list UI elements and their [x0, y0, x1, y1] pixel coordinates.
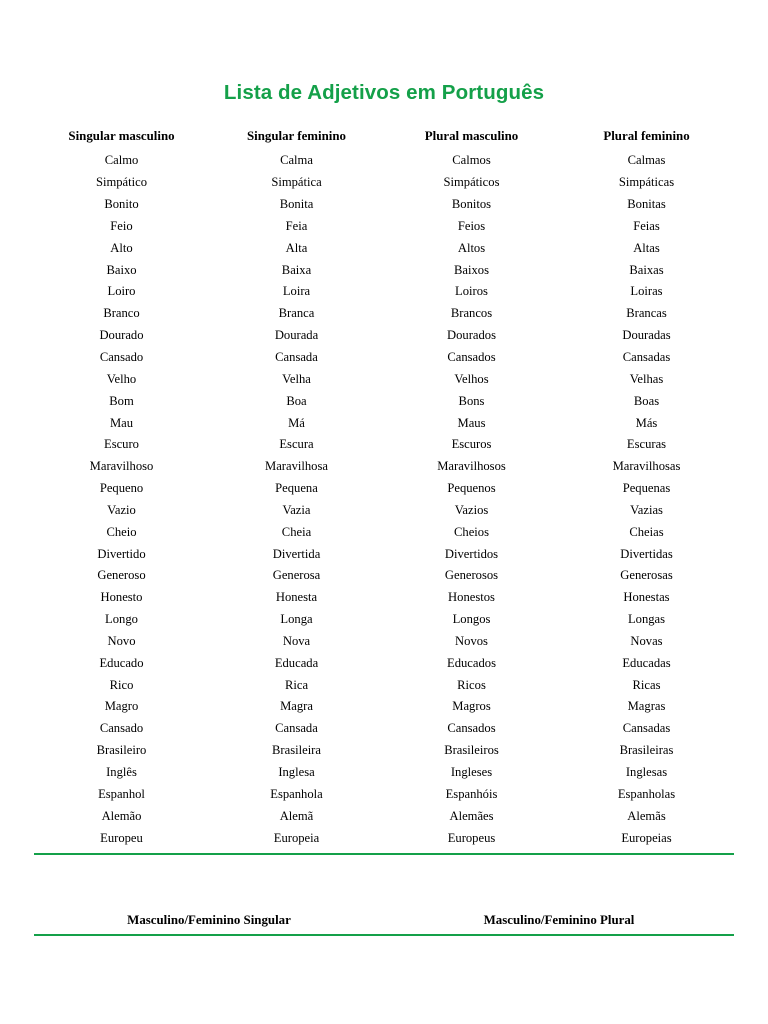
cell-singular-masculino: Rico	[109, 677, 134, 692]
cell-plural-masculino: Divertidos	[444, 546, 499, 561]
footer-header-plural: Masculino/Feminino Plural	[483, 913, 635, 928]
cell-singular-masculino: Novo	[107, 633, 136, 648]
cell-singular-feminino: Maravilhosa	[265, 459, 328, 474]
cell-singular-feminino: Escura	[279, 437, 314, 452]
cell-singular-feminino: Cansada	[275, 349, 318, 364]
table-body	[34, 150, 734, 849]
table-row	[34, 806, 734, 828]
column-header-singular-feminino: Singular feminino	[247, 128, 346, 143]
cell-plural-feminino: Generosas	[620, 568, 673, 583]
cell-plural-feminino: Calmas	[627, 153, 666, 168]
table-row	[34, 631, 734, 653]
table-row	[34, 565, 734, 587]
table-row	[34, 303, 734, 325]
cell-singular-feminino: Baixa	[281, 262, 312, 277]
column-header-singular-masculino: Singular masculino	[68, 128, 175, 143]
table-row	[34, 150, 734, 172]
cell-plural-feminino: Baixas	[629, 262, 664, 277]
cell-singular-feminino: Alemã	[279, 808, 314, 823]
table-row	[34, 828, 734, 850]
cell-singular-feminino: Inglesa	[278, 765, 315, 780]
cell-singular-masculino: Simpático	[95, 175, 148, 190]
cell-plural-feminino: Europeias	[621, 830, 672, 845]
cell-singular-masculino: Bom	[109, 393, 134, 408]
table-row	[34, 194, 734, 216]
page-title: Lista de Adjetivos em Português	[223, 81, 545, 104]
cell-plural-masculino: Cansados	[447, 721, 496, 736]
table-row	[34, 653, 734, 675]
cell-plural-masculino: Altos	[457, 240, 486, 255]
cell-singular-feminino: Brasileira	[272, 743, 321, 758]
cell-plural-feminino: Loiras	[630, 284, 663, 299]
cell-singular-feminino: Feia	[285, 218, 308, 233]
divider-bottom	[34, 934, 734, 936]
cell-plural-masculino: Maravilhosos	[437, 459, 506, 474]
cell-plural-masculino: Cansados	[447, 349, 496, 364]
cell-singular-feminino: Pequena	[275, 481, 318, 496]
adjectives-table	[34, 126, 734, 850]
cell-plural-feminino: Boas	[633, 393, 660, 408]
column-header-plural-feminino: Plural feminino	[603, 128, 690, 143]
cell-plural-feminino: Magras	[627, 699, 666, 714]
table-row	[34, 413, 734, 435]
cell-plural-masculino: Maus	[457, 415, 486, 430]
cell-plural-feminino: Longas	[627, 612, 666, 627]
table-row	[34, 260, 734, 282]
footer-section	[34, 913, 734, 935]
cell-plural-feminino: Brancas	[626, 306, 667, 321]
cell-plural-masculino: Alemães	[449, 808, 494, 823]
cell-singular-masculino: Loiro	[107, 284, 136, 299]
cell-singular-masculino: Brasileiro	[96, 743, 147, 758]
cell-plural-feminino: Novas	[630, 633, 663, 648]
cell-singular-feminino: Bonita	[279, 197, 314, 212]
cell-singular-masculino: Branco	[103, 306, 140, 321]
cell-singular-feminino: Cansada	[275, 721, 318, 736]
cell-plural-feminino: Cansadas	[622, 349, 671, 364]
footer-header-singular: Masculino/Feminino Singular	[127, 913, 291, 928]
cell-plural-masculino: Generosos	[444, 568, 499, 583]
table-row	[34, 325, 734, 347]
cell-plural-feminino: Ricas	[632, 677, 661, 692]
cell-singular-feminino: Europeia	[273, 830, 320, 845]
table-row	[34, 544, 734, 566]
cell-plural-masculino: Europeus	[447, 830, 496, 845]
cell-plural-feminino: Escuras	[626, 437, 667, 452]
cell-singular-feminino: Rica	[284, 677, 309, 692]
cell-singular-masculino: Baixo	[106, 262, 137, 277]
cell-singular-masculino: Dourado	[99, 328, 144, 343]
cell-plural-masculino: Educados	[447, 655, 496, 670]
table-row	[34, 522, 734, 544]
cell-singular-masculino: Espanhol	[98, 786, 145, 801]
cell-plural-feminino: Brasileiras	[619, 743, 674, 758]
cell-singular-masculino: Cansado	[99, 721, 144, 736]
cell-plural-masculino: Pequenos	[447, 481, 496, 496]
cell-plural-feminino: Cheias	[629, 524, 664, 539]
cell-singular-feminino: Vazia	[282, 502, 311, 517]
cell-singular-feminino: Velha	[282, 371, 311, 386]
cell-singular-feminino: Dourada	[274, 328, 319, 343]
cell-plural-feminino: Maravilhosas	[612, 459, 681, 474]
cell-singular-masculino: Vazio	[107, 502, 136, 517]
table-row	[34, 784, 734, 806]
table-row	[34, 609, 734, 631]
table-header-row	[34, 126, 734, 151]
cell-singular-masculino: Alto	[110, 240, 133, 255]
cell-plural-masculino: Cheios	[454, 524, 489, 539]
cell-plural-masculino: Escuros	[451, 437, 492, 452]
cell-singular-feminino: Longa	[280, 612, 313, 627]
table-row	[34, 172, 734, 194]
table-row	[34, 281, 734, 303]
table-header	[34, 126, 734, 151]
cell-plural-feminino: Douradas	[622, 328, 671, 343]
cell-singular-masculino: Generoso	[97, 568, 146, 583]
cell-plural-masculino: Magros	[452, 699, 491, 714]
cell-plural-masculino: Brasileiros	[444, 743, 499, 758]
cell-singular-masculino: Honesto	[100, 590, 143, 605]
cell-plural-feminino: Simpáticas	[618, 175, 675, 190]
cell-singular-feminino: Magra	[280, 699, 313, 714]
cell-singular-masculino: Escuro	[104, 437, 139, 452]
cell-singular-feminino: Cheia	[281, 524, 312, 539]
cell-singular-feminino: Educada	[274, 655, 319, 670]
cell-plural-masculino: Novos	[455, 633, 488, 648]
cell-plural-feminino: Divertidas	[620, 546, 673, 561]
cell-singular-masculino: Europeu	[100, 830, 143, 845]
cell-singular-feminino: Má	[288, 415, 305, 430]
cell-plural-masculino: Calmos	[452, 153, 491, 168]
table-row	[34, 434, 734, 456]
cell-plural-feminino: Más	[635, 415, 658, 430]
cell-plural-feminino: Vazias	[630, 502, 663, 517]
cell-singular-masculino: Alemão	[101, 808, 142, 823]
cell-plural-masculino: Brancos	[450, 306, 493, 321]
cell-plural-masculino: Dourados	[447, 328, 496, 343]
cell-singular-masculino: Inglês	[106, 765, 137, 780]
cell-singular-masculino: Educado	[99, 655, 144, 670]
table-row	[34, 696, 734, 718]
table-row	[34, 762, 734, 784]
cell-plural-masculino: Bonitos	[451, 197, 492, 212]
cell-singular-feminino: Nova	[282, 633, 311, 648]
cell-plural-feminino: Honestas	[623, 590, 670, 605]
divider-top	[34, 853, 734, 855]
cell-singular-feminino: Branca	[278, 306, 315, 321]
cell-singular-masculino: Magro	[104, 699, 139, 714]
cell-singular-feminino: Calma	[280, 153, 313, 168]
table-row	[34, 216, 734, 238]
cell-singular-feminino: Loira	[282, 284, 311, 299]
column-header-plural-masculino: Plural masculino	[424, 128, 519, 143]
table-row	[34, 500, 734, 522]
table-row	[34, 718, 734, 740]
cell-plural-feminino: Educadas	[622, 655, 671, 670]
cell-plural-feminino: Espanholas	[617, 786, 676, 801]
table-row	[34, 391, 734, 413]
table-row	[34, 675, 734, 697]
cell-singular-feminino: Alta	[285, 240, 308, 255]
cell-plural-masculino: Baixos	[454, 262, 489, 277]
cell-plural-masculino: Espanhóis	[445, 786, 498, 801]
cell-plural-masculino: Loiros	[455, 284, 488, 299]
table-row	[34, 587, 734, 609]
cell-singular-feminino: Simpática	[271, 175, 322, 190]
table-row	[34, 369, 734, 391]
cell-singular-masculino: Cheio	[106, 524, 137, 539]
cell-plural-masculino: Bons	[458, 393, 485, 408]
cell-plural-masculino: Longos	[452, 612, 491, 627]
cell-singular-masculino: Velho	[106, 371, 137, 386]
table-row	[34, 347, 734, 369]
cell-plural-feminino: Alemãs	[627, 808, 666, 823]
cell-singular-masculino: Bonito	[104, 197, 139, 212]
cell-plural-feminino: Cansadas	[622, 721, 671, 736]
cell-singular-masculino: Mau	[109, 415, 134, 430]
table-row	[34, 740, 734, 762]
cell-plural-feminino: Bonitas	[627, 197, 666, 212]
cell-plural-masculino: Honestos	[448, 590, 495, 605]
table-row	[34, 238, 734, 260]
cell-plural-feminino: Inglesas	[625, 765, 668, 780]
cell-singular-feminino: Espanhola	[270, 786, 323, 801]
cell-plural-masculino: Simpáticos	[443, 175, 500, 190]
cell-singular-feminino: Boa	[286, 393, 307, 408]
cell-plural-feminino: Feias	[633, 218, 660, 233]
cell-plural-masculino: Ingleses	[450, 765, 493, 780]
cell-singular-masculino: Pequeno	[99, 481, 144, 496]
cell-singular-masculino: Longo	[105, 612, 138, 627]
cell-singular-feminino: Honesta	[275, 590, 318, 605]
cell-plural-masculino: Ricos	[457, 677, 486, 692]
cell-singular-feminino: Generosa	[272, 568, 321, 583]
cell-plural-feminino: Altas	[633, 240, 660, 255]
cell-singular-feminino: Divertida	[272, 546, 321, 561]
cell-singular-masculino: Divertido	[97, 546, 146, 561]
cell-plural-masculino: Feios	[457, 218, 486, 233]
cell-plural-masculino: Velhos	[454, 371, 489, 386]
cell-singular-masculino: Maravilhoso	[89, 459, 154, 474]
footer-header-row	[34, 913, 734, 928]
cell-plural-feminino: Pequenas	[622, 481, 671, 496]
cell-plural-feminino: Velhas	[629, 371, 664, 386]
cell-plural-masculino: Vazios	[454, 502, 489, 517]
cell-singular-masculino: Cansado	[99, 349, 144, 364]
cell-singular-masculino: Calmo	[104, 153, 139, 168]
table-row	[34, 478, 734, 500]
table-row	[34, 456, 734, 478]
cell-singular-masculino: Feio	[110, 218, 133, 233]
